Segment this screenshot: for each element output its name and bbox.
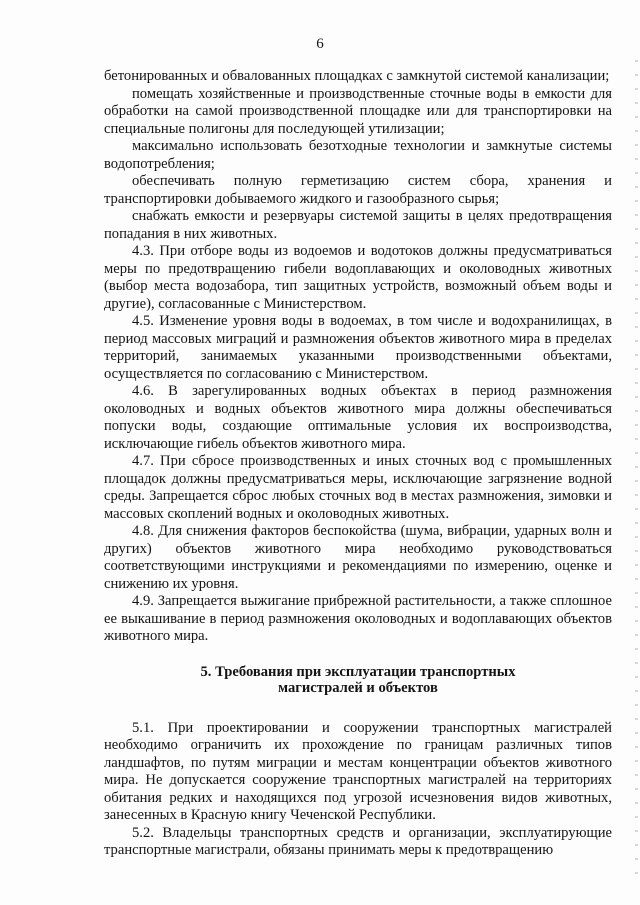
paragraph: обеспечивать полную герметизацию систем сбора, хранения и транспортировки добываемого жидкого и газообразного сырья; (104, 173, 612, 207)
section-heading-line-2: магистралей и объектов (278, 679, 438, 696)
document-body (104, 68, 612, 860)
paragraph: снабжать емкости и резервуары системой защиты в целях предотвращения попадания в них животных. (104, 208, 612, 242)
paragraph: максимально использовать безотходные технологии и замкнутые системы водопотребления; (104, 138, 612, 172)
paragraph-4-8: 4.8. Для снижения факторов беспокойства (шума, вибрации, ударных волн и других) объектов животного мира необходимо руководствоваться соответствующими инструкциями и рекомендациями по измерению, оценке и снижению их уровня. (104, 523, 612, 592)
section-heading (104, 664, 612, 696)
paragraph-4-7: 4.7. При сбросе производственных и иных сточных вод с промышленных площадок должны предусматриваться меры, исключающие загрязнение водной среды. Запрещается сброс любых сточных вод в местах размножения, зимовки и массовых скоплений водных и околоводных животных. (104, 453, 612, 522)
paragraph-4-6: 4.6. В зарегулированных водных объектах в период размножения околоводных и водных объектов животного мира должны обеспечиваться попуски воды, создающие оптимальные условия их воспроизводства, исключающие гибель объектов животного мира. (104, 383, 612, 452)
paragraphs-after-heading (104, 720, 612, 860)
paragraph-4-3: 4.3. При отборе воды из водоемов и водотоков должны предусматриваться меры по предотвращению гибели водоплавающих и околоводных животных (выбор места водозабора, тип защитных устройств, возможный объем воды и другие), согласованные с Министерством. (104, 243, 612, 312)
paragraph-4-9: 4.9. Запрещается выжигание прибрежной растительности, а также сплошное ее выкашивание в период размножения околоводных и водоплавающих объектов животного мира. (104, 593, 612, 644)
paragraph-5-1: 5.1. При проектировании и сооружении транспортных магистралей необходимо ограничить их прохождение по границам различных типов ландшафтов, по путям миграции и местам концентрации объектов животного мира. Не допускается сооружение транспортных магистралей на территориях обитания редких и находящихся под угрозой исчезновения видов животных, занесенных в Красную книгу Чеченской Республики. (104, 719, 612, 823)
section-heading-line-1: 5. Требования при эксплуатации транспортных (200, 663, 516, 680)
scan-edge-marks (635, 60, 638, 880)
paragraph-4-5: 4.5. Изменение уровня воды в водоемах, в том числе и водохранилищах, в период массовых миграций и размножения объектов животного мира в пределах территорий, занимаемых указанными производственными объектами, осуществляется по согласованию с Министерством. (104, 313, 612, 382)
paragraph-5-2: 5.2. Владельцы транспортных средств и организации, эксплуатирующие транспортные магистрали, обязаны принимать меры к предотвращению (104, 824, 612, 858)
paragraph: помещать хозяйственные и производственные сточные воды в емкости для обработки на самой производственной площадке или для транспортировки на специальные полигоны для последующей утилизации; (104, 85, 612, 137)
page-number: 6 (316, 36, 324, 52)
paragraph: бетонированных и обвалованных площадках с замкнутой системой канализации; (104, 68, 610, 84)
paragraphs-before-heading (104, 68, 612, 646)
